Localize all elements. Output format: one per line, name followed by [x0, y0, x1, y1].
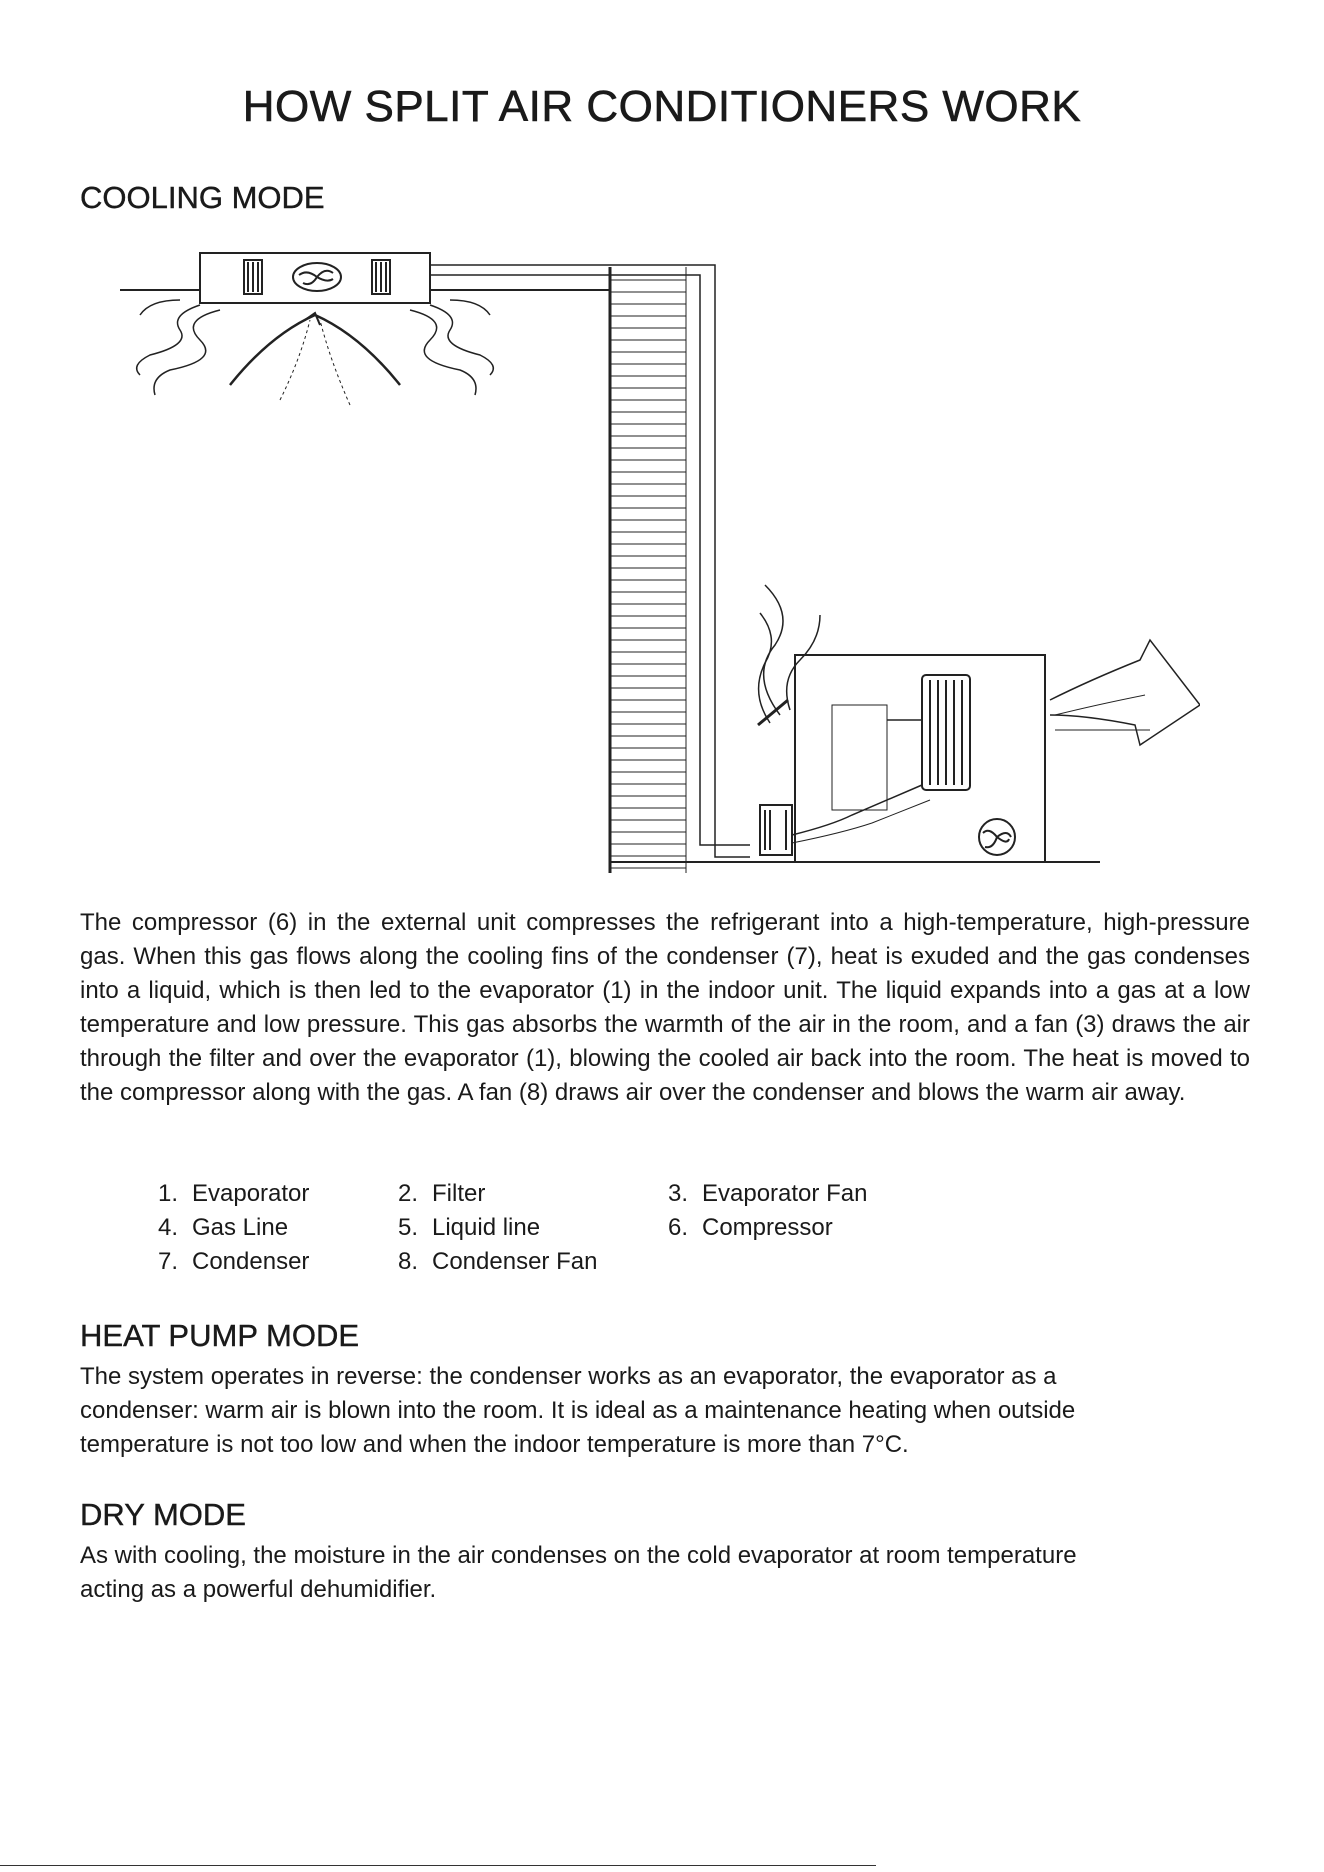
part-number: 5.	[397, 1214, 418, 1241]
list-item	[134, 1177, 374, 1211]
list-item	[644, 1177, 904, 1211]
part-label: Evaporator	[192, 1180, 310, 1207]
part-number: 4.	[157, 1214, 178, 1241]
part-number: 8.	[397, 1248, 418, 1275]
wall-icon	[610, 267, 686, 873]
condenser-icon	[922, 675, 970, 790]
page-title: HOW SPLIT AIR CONDITIONERS WORK	[242, 82, 1082, 131]
list-item	[374, 1245, 644, 1279]
dry-mode-description: As with cooling, the moisture in the air condenses on the cold evaporator at room temperature acting as a powerful dehumidifier.	[80, 1542, 1077, 1603]
outdoor-unit-icon	[760, 655, 1045, 862]
split-ac-diagram	[90, 245, 1200, 885]
compressor-icon	[760, 805, 792, 855]
condenser-fan-icon	[979, 819, 1015, 855]
cooling-mode-heading: COOLING MODE	[80, 180, 325, 215]
part-number: 1.	[157, 1180, 178, 1207]
part-number: 3.	[667, 1180, 688, 1207]
list-item	[134, 1245, 374, 1279]
part-label: Liquid line	[432, 1214, 541, 1241]
list-item	[374, 1177, 644, 1211]
heat-pump-mode-description: The system operates in reverse: the condenser works as an evaporator, the evaporator as a condenser: warm air is blown into the room. It is ideal as a maintenance heating when outside temperature is not too low and when the indoor temperature is more than 7°C.	[80, 1363, 1076, 1458]
part-label: Evaporator Fan	[702, 1180, 868, 1207]
list-item	[644, 1211, 904, 1245]
part-number: 6.	[667, 1214, 688, 1241]
dry-mode-heading: DRY MODE	[80, 1497, 246, 1532]
parts-list	[134, 1177, 934, 1279]
part-label: Condenser Fan	[432, 1248, 598, 1275]
part-label: Filter	[432, 1180, 486, 1207]
heat-pump-mode-heading: HEAT PUMP MODE	[80, 1318, 360, 1353]
part-label: Gas Line	[192, 1214, 289, 1241]
part-number: 7.	[157, 1248, 178, 1275]
part-label: Compressor	[702, 1214, 833, 1241]
indoor-unit-icon	[200, 253, 430, 303]
part-label: Condenser	[192, 1248, 310, 1275]
list-item	[134, 1211, 374, 1245]
evaporator-fan-icon	[293, 263, 341, 291]
part-number: 2.	[397, 1180, 418, 1207]
list-item	[374, 1211, 644, 1245]
cooling-mode-description: The compressor (6) in the external unit compresses the refrigerant into a high-temperature, high-pressure gas. When this gas flows along the cooling fins of the condenser (7), heat is exuded and the gas condenses into a liquid, which is then led to the evaporator (1) in the indoor unit. The liquid expands into a gas at a low temperature and low pressure. This gas absorbs the warmth of the air in the room, and a fan (3) draws the air through the filter and over the evaporator (1), blowing the cooled air back into the room. The heat is moved to the compressor along with the gas. A fan (8) draws air over the condenser and blows the warm air away.	[80, 909, 1250, 1106]
footer-divider	[0, 1865, 876, 1866]
